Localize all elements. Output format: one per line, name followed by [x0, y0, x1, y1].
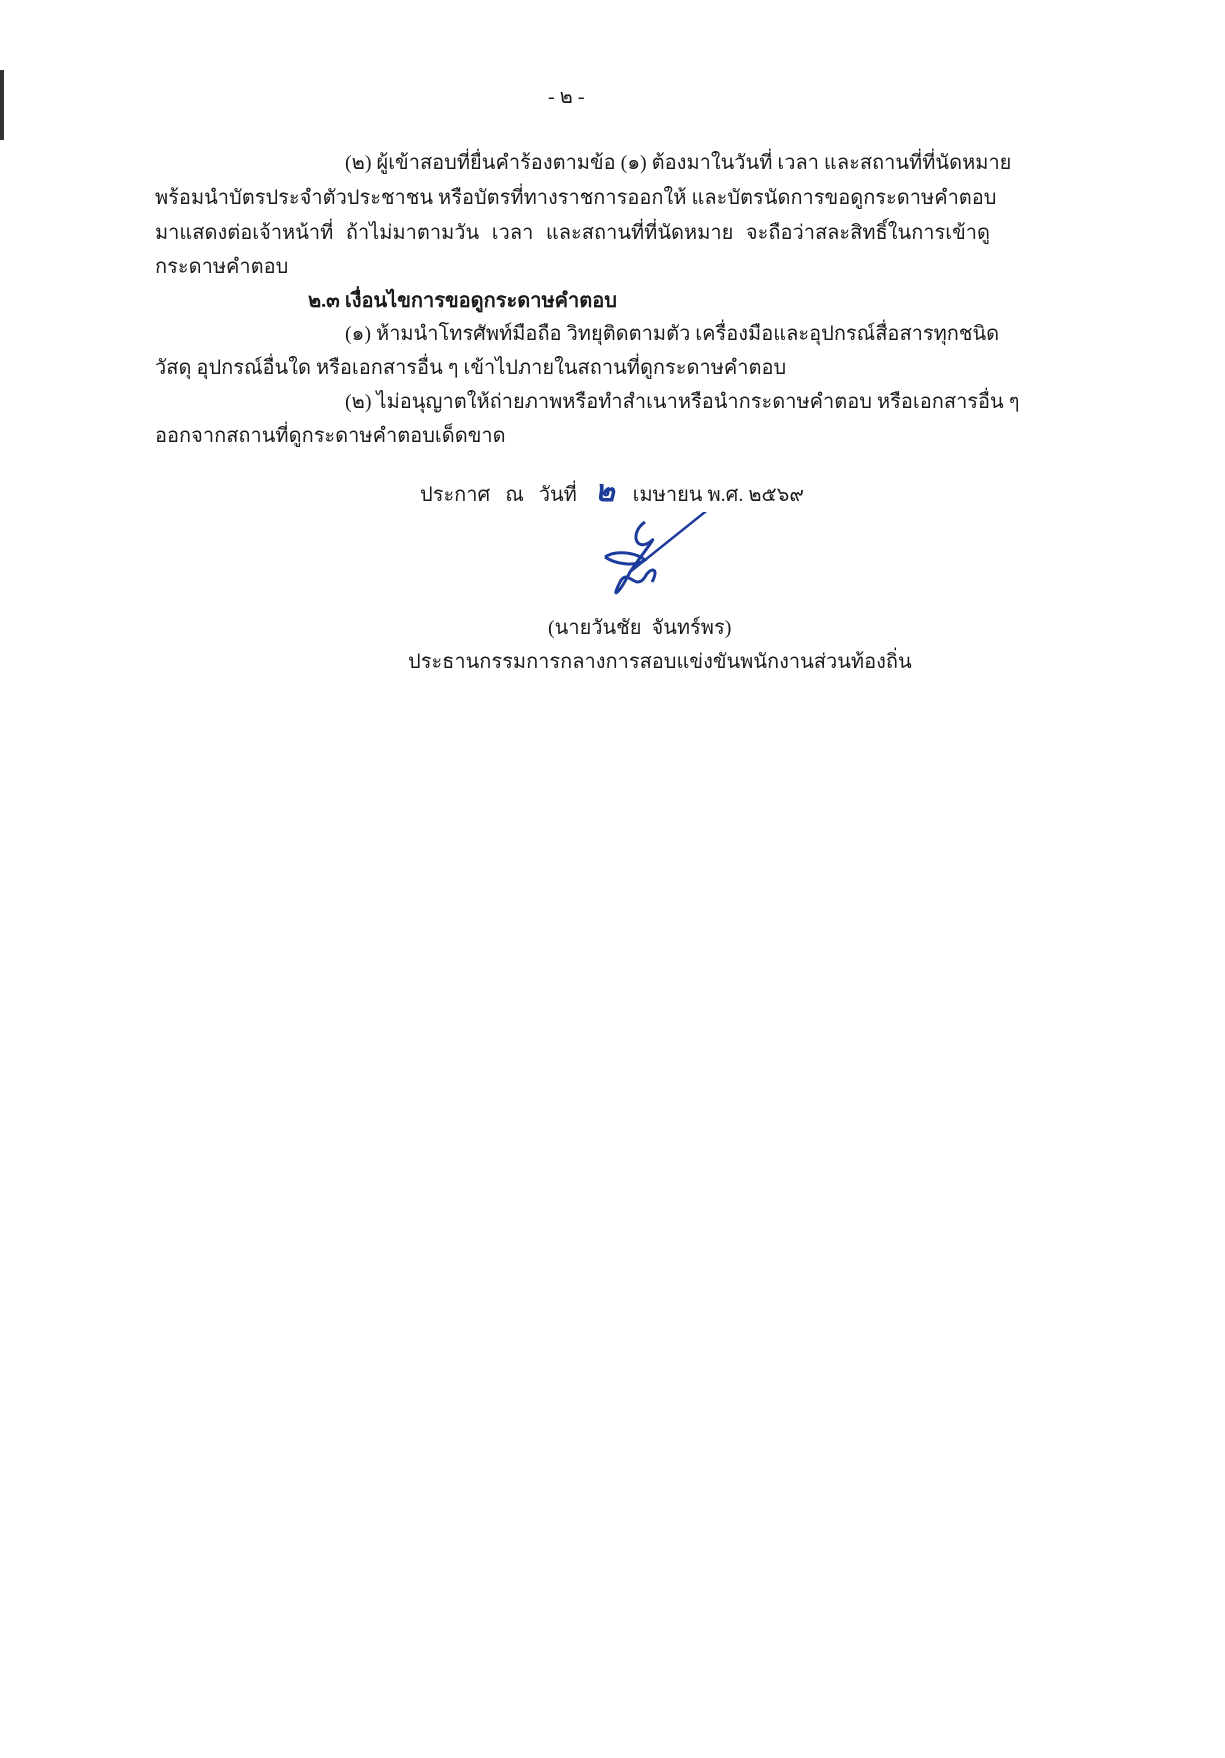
condition-2-line: ออกจากสถานที่ดูกระดาษคำตอบเด็ดขาด: [155, 425, 506, 447]
announcement-date: เมษายน พ.ศ. ๒๕๖๙: [632, 484, 805, 506]
signatory-position: ประธานกรรมการกลางการสอบแข่งขันพนักงานส่วนท้องถิ่น: [408, 651, 912, 673]
condition-1-line: (๑) ห้ามนำโทรศัพท์มือถือ วิทยุติดตามตัว เครื่องมือและอุปกรณ์สื่อสารทุกชนิด: [345, 323, 1000, 345]
handwritten-day: ๒: [594, 475, 615, 508]
announcement-line: [420, 472, 804, 515]
paragraph-2-line: (๒) ผู้เข้าสอบที่ยื่นคำร้องตามข้อ (๑) ต้องมาในวันที่ เวลา และสถานที่ที่นัดหมาย: [345, 152, 1012, 174]
signature: [590, 512, 720, 612]
section-heading: ๒.๓ เงื่อนไขการขอดูกระดาษคำตอบ: [308, 290, 617, 312]
page-number: - ๒ -: [548, 86, 585, 108]
paragraph-2-line: กระดาษคำตอบ: [155, 256, 289, 278]
condition-1-line: วัสดุ อุปกรณ์อื่นใด หรือเอกสารอื่น ๆ เข้าไปภายในสถานที่ดูกระดาษคำตอบ: [155, 357, 787, 379]
paragraph-2-line: มาแสดงต่อเจ้าหน้าที่ ถ้าไม่มาตามวัน เวลา และสถานที่ที่นัดหมาย จะถือว่าสละสิทธิ์ในการเข้าดู: [155, 222, 990, 244]
condition-2-line: (๒) ไม่อนุญาตให้ถ่ายภาพหรือทำสำเนาหรือนำกระดาษคำตอบ หรือเอกสารอื่น ๆ: [345, 391, 1020, 413]
paragraph-2-line: พร้อมนำบัตรประจำตัวประชาชน หรือบัตรที่ทางราชการออกให้ และบัตรนัดการขอดูกระดาษคำตอบ: [155, 187, 997, 209]
signatory-name: (นายวันชัย จันทร์พร): [548, 617, 732, 639]
announcement-prefix: ประกาศ ณ วันที่: [420, 484, 577, 506]
scan-edge-artifact: [0, 70, 4, 140]
